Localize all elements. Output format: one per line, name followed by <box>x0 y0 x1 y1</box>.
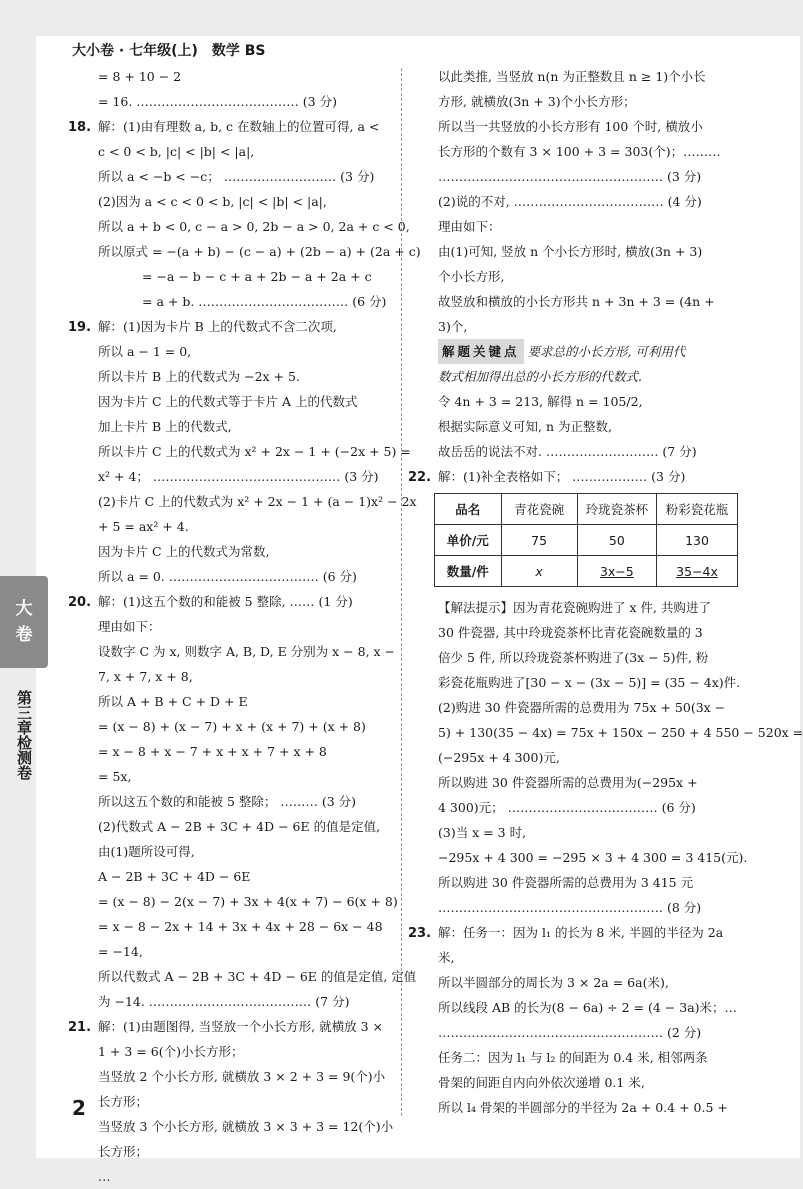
table-cell: 35−4x <box>657 556 738 587</box>
text-line <box>68 539 394 564</box>
line-text: 以此类推, 当竖放 n(n 为正整数且 n ≥ 1)个小长 <box>438 69 706 84</box>
line-text: 解：(1)由有理数 a, b, c 在数轴上的位置可得, a < <box>98 119 380 134</box>
text-line <box>408 920 738 945</box>
line-text: 理由如下： <box>98 619 161 634</box>
line-text: 所以 A + B + C + D + E <box>98 694 248 709</box>
text-line <box>68 739 394 764</box>
text-line <box>68 189 394 214</box>
text-line <box>68 664 394 689</box>
text-line <box>68 889 398 914</box>
text-line <box>68 564 394 589</box>
line-text: 方形, 就横放(3n + 3)个小长方形； <box>438 94 636 109</box>
line-text: 7, x + 7, x + 8, <box>98 669 193 684</box>
line-text: c < 0 < b, |c| < |b| < |a|, <box>98 144 255 159</box>
right-column <box>408 64 803 1120</box>
line-text: = x − 8 + x − 7 + x + x + 7 + x + 8 <box>98 744 327 759</box>
key-point-label: 解题关键点 <box>438 339 524 364</box>
line-text: 解：(1)这五个数的和能被 5 整除, …… (1 分) <box>98 594 353 609</box>
text-line <box>408 439 738 464</box>
text-line <box>68 139 394 164</box>
text-line <box>408 845 748 870</box>
text-line <box>68 289 394 314</box>
line-text: 故竖放和横放的小长方形共 n + 3n + 3 = (4n + <box>438 294 715 309</box>
table-cell: x <box>501 556 577 587</box>
key-point-text-1: 要求总的小长方形, 可利用代 <box>523 344 686 359</box>
line-text: 所以原式 = −(a + b) − (c − a) + (2b − a) + (2a + c) <box>98 244 421 259</box>
page-number: 2 <box>72 1096 86 1120</box>
text-line <box>408 139 738 164</box>
line-text: 所以这五个数的和能被 5 整除； ……… (3 分) <box>98 794 357 809</box>
key-point-text-2: 数式相加得出总的小长方形的代数式. <box>438 369 642 384</box>
line-text: + 5 = ax² + 4. <box>98 519 189 534</box>
text-line <box>408 64 738 89</box>
side-tab <box>0 576 48 668</box>
text-line <box>68 1164 394 1189</box>
line-text: 骨架的间距自内向外依次递增 0.1 米, <box>438 1075 645 1090</box>
line-text: (−295x + 4 300)元, <box>438 750 560 765</box>
text-line <box>408 695 738 720</box>
line-text: 为 −14. ………………………………… (7 分) <box>98 994 350 1009</box>
line-text: 所以卡片 C 上的代数式为 x² + 2x − 1 + (−2x + 5) = <box>98 444 411 459</box>
text-line <box>408 670 741 695</box>
text-line <box>408 1045 738 1070</box>
line-text: 根据实际意义可知, n 为正整数, <box>438 419 612 434</box>
text-line <box>68 114 394 139</box>
text-line <box>408 239 738 264</box>
table-row <box>435 556 738 587</box>
text-line <box>68 1139 394 1164</box>
text-line <box>408 720 803 745</box>
table-row <box>435 525 738 556</box>
line-text: ……………………………………………… (3 分) <box>438 169 702 184</box>
text-line <box>408 895 738 920</box>
line-text: 所以卡片 B 上的代数式为 −2x + 5. <box>98 369 300 384</box>
table-cell: 3x−5 <box>577 556 656 587</box>
text-line <box>408 820 738 845</box>
text-line <box>68 64 394 89</box>
text-line <box>68 264 394 289</box>
line-text: … <box>98 1169 111 1184</box>
line-text: 长方形的个数有 3 × 100 + 3 = 303(个)；……… <box>438 144 721 159</box>
text-line <box>408 264 738 289</box>
text-line <box>408 464 738 489</box>
line-text: (2)说的不对, ……………………………… (4 分) <box>438 194 702 209</box>
text-line <box>68 514 394 539</box>
line-text: 解：任务一：因为 l₁ 的长为 8 米, 半圆的半径为 2a <box>438 925 724 940</box>
table-header-cell: 玲珑瓷茶杯 <box>577 494 656 525</box>
text-line <box>68 239 421 264</box>
text-line <box>408 314 738 339</box>
text-line <box>68 489 417 514</box>
line-text: 所以购进 30 件瓷器所需的总费用为 3 415 元 <box>438 875 694 890</box>
chapter-label: 第三章检测卷 <box>15 690 33 780</box>
text-line <box>68 989 394 1014</box>
line-text: 所以 a + b < 0, c − a > 0, 2b − a > 0, 2a + c < 0, <box>98 219 410 234</box>
line-text: 所以当一共竖放的小长方形有 100 个时, 横放小 <box>438 119 703 134</box>
text-line <box>408 189 738 214</box>
q21-continued <box>408 64 738 339</box>
line-text: = (x − 8) − 2(x − 7) + 3x + 4(x + 7) − 6(x + 8) <box>98 894 398 909</box>
line-text: 长方形； <box>98 1094 149 1109</box>
text-line <box>408 214 738 239</box>
line-text: 加上卡片 B 上的代数式, <box>98 419 232 434</box>
question-number: 19. <box>68 320 92 335</box>
line-text: (2)卡片 C 上的代数式为 x² + 2x − 1 + (a − 1)x² − 2x <box>98 494 417 509</box>
table-row <box>435 494 738 525</box>
text-line <box>68 89 394 114</box>
line-text: A − 2B + 3C + 4D − 6E <box>98 869 251 884</box>
line-text: 所以半圆部分的周长为 3 × 2a = 6a(米), <box>438 975 669 990</box>
text-line <box>408 645 738 670</box>
line-text: 由(1)可知, 竖放 n 个小长方形时, 横放(3n + 3) <box>438 244 703 259</box>
side-tab-char-2: 卷 <box>15 625 33 645</box>
line-text: = (x − 8) + (x − 7) + x + (x + 7) + (x + 8) <box>98 719 366 734</box>
line-text: 所以线段 AB 的长为(8 − 6a) ÷ 2 = (4 − 3a)米；… <box>438 1000 738 1015</box>
text-line <box>68 814 394 839</box>
text-line <box>68 439 411 464</box>
q21-q22-lines <box>408 389 738 489</box>
text-line <box>68 639 394 664</box>
text-line <box>408 745 738 770</box>
line-text: 设数字 C 为 x, 则数字 A, B, D, E 分别为 x − 8, x − <box>98 644 396 659</box>
line-text: 所以 a − 1 = 0, <box>98 344 192 359</box>
text-line <box>68 214 410 239</box>
line-text: ……………………………………………… (8 分) <box>438 900 702 915</box>
line-text: 倍少 5 件, 所以玲珑瓷茶杯购进了(3x − 5)件, 粉 <box>438 650 709 665</box>
line-text: 米, <box>438 950 455 965</box>
text-line <box>68 964 417 989</box>
line-text: 任务二：因为 l₁ 与 l₂ 的间距为 0.4 米, 相邻两条 <box>438 1050 708 1065</box>
line-text: (2)代数式 A − 2B + 3C + 4D − 6E 的值是定值, <box>98 819 381 834</box>
line-text: = a + b. ……………………………… (6 分) <box>142 294 387 309</box>
line-text: 因为卡片 C 上的代数式为常数, <box>98 544 270 559</box>
text-line <box>68 789 394 814</box>
text-line <box>408 995 738 1020</box>
goods-table <box>434 493 738 587</box>
line-text: = x − 8 − 2x + 14 + 3x + 4x + 28 − 6x − 48 <box>98 919 383 934</box>
table-cell: 130 <box>657 525 738 556</box>
line-text: 所以购进 30 件瓷器所需的总费用为(−295x + <box>438 775 698 790</box>
text-line <box>68 364 394 389</box>
table-header-cell: 品名 <box>435 494 502 525</box>
text-line <box>68 389 394 414</box>
text-line <box>408 289 738 314</box>
text-line <box>408 595 738 620</box>
line-text: 当竖放 2 个小长方形, 就横放 3 × 2 + 3 = 9(个)小 <box>98 1069 386 1084</box>
text-line <box>408 870 738 895</box>
line-text: 彩瓷花瓶购进了[30 − x − (3x − 5)] = (35 − 4x)件. <box>438 675 741 690</box>
table-header-cell: 粉彩瓷花瓶 <box>657 494 738 525</box>
text-line <box>68 1064 394 1089</box>
text-line <box>68 464 394 489</box>
text-line <box>408 114 738 139</box>
line-text: = −a − b − c + a + 2b − a + 2a + c <box>142 269 372 284</box>
line-text: 故岳岳的说法不对. ……………………… (7 分) <box>438 444 697 459</box>
text-line <box>68 339 394 364</box>
line-text: 30 件瓷器, 其中玲珑瓷茶杯比青花瓷碗数量的 3 <box>438 625 703 640</box>
line-text: = 5x, <box>98 769 132 784</box>
text-line <box>408 1095 738 1120</box>
table-cell: 单价/元 <box>435 525 502 556</box>
text-line <box>68 1039 394 1064</box>
text-line <box>408 945 738 970</box>
line-text: 所以代数式 A − 2B + 3C + 4D − 6E 的值是定值, 定值 <box>98 969 417 984</box>
line-text: 4 300)元； ……………………………… (6 分) <box>438 800 696 815</box>
line-text: 由(1)题所设可得, <box>98 844 195 859</box>
text-line <box>68 689 394 714</box>
table-cell: 50 <box>577 525 656 556</box>
line-text: 个小长方形, <box>438 269 505 284</box>
line-text: 解：(1)因为卡片 B 上的代数式不含二次项, <box>98 319 337 334</box>
text-line <box>68 1014 394 1039</box>
question-number: 20. <box>68 595 92 610</box>
line-text: 长方形； <box>98 1144 149 1159</box>
text-line <box>408 89 738 114</box>
text-line <box>68 1089 394 1114</box>
line-text: 所以 a = 0. ……………………………… (6 分) <box>98 569 357 584</box>
text-line <box>68 414 394 439</box>
line-text: (3)当 x = 3 时, <box>438 825 527 840</box>
q22-q23-lines <box>408 595 803 1120</box>
line-text: x² + 4； ……………………………………… (3 分) <box>98 469 379 484</box>
text-line <box>408 1020 738 1045</box>
line-text: 令 4n + 3 = 213, 解得 n = 105/2, <box>438 394 643 409</box>
line-text: 因为卡片 C 上的代数式等于卡片 A 上的代数式 <box>98 394 358 409</box>
text-line <box>408 770 738 795</box>
line-text: 理由如下： <box>438 219 501 234</box>
table-cell: 数量/件 <box>435 556 502 587</box>
text-line <box>68 764 394 789</box>
line-text: 1 + 3 = 6(个)小长方形； <box>98 1044 244 1059</box>
text-line <box>68 714 394 739</box>
text-line <box>408 389 738 414</box>
text-line <box>68 864 394 889</box>
side-tab-char-1: 大 <box>15 599 33 619</box>
left-column <box>68 64 421 1189</box>
line-text: 解：(1)由题图得, 当竖放一个小长方形, 就横放 3 × <box>98 1019 383 1034</box>
text-line <box>408 970 738 995</box>
text-line <box>68 914 394 939</box>
question-number: 21. <box>68 1020 92 1035</box>
line-text: −295x + 4 300 = −295 × 3 + 4 300 = 3 415(元). <box>438 850 748 865</box>
line-text: 解：(1)补全表格如下； ……………… (3 分) <box>438 469 686 484</box>
text-line <box>408 795 738 820</box>
line-text: 所以 l₄ 骨架的半圆部分的半径为 2a + 0.4 + 0.5 + <box>438 1100 728 1115</box>
running-header: 大小卷 · 七年级(上) 数学 BS <box>72 43 266 59</box>
text-line <box>68 939 394 964</box>
text-line <box>408 414 738 439</box>
line-text: (2)因为 a < c < 0 < b, |c| < |b| < |a|, <box>98 194 327 209</box>
question-number: 18. <box>68 120 92 135</box>
line-text: = −14, <box>98 944 143 959</box>
line-text: = 16. ………………………………… (3 分) <box>98 94 337 109</box>
question-number: 22. <box>408 470 432 485</box>
table-cell: 75 <box>501 525 577 556</box>
text-line <box>68 589 394 614</box>
line-text: 当竖放 3 个小长方形, 就横放 3 × 3 + 3 = 12(个)小 <box>98 1119 394 1134</box>
line-text: 【解法提示】因为青花瓷碗购进了 x 件, 共购进了 <box>438 600 711 615</box>
text-line <box>68 1114 394 1139</box>
table-header-cell: 青花瓷碗 <box>501 494 577 525</box>
key-point-tip <box>408 339 738 364</box>
line-text: (2)购进 30 件瓷器所需的总费用为 75x + 50(3x − <box>438 700 726 715</box>
line-text: 所以 a < −b < −c； ……………………… (3 分) <box>98 169 375 184</box>
text-line <box>68 314 394 339</box>
text-line <box>68 164 394 189</box>
text-line <box>408 1070 738 1095</box>
text-line <box>68 839 394 864</box>
line-text: 3)个, <box>438 319 468 334</box>
line-text: ……………………………………………… (2 分) <box>438 1025 702 1040</box>
line-text: = 8 + 10 − 2 <box>98 69 182 84</box>
text-line <box>408 164 738 189</box>
question-number: 23. <box>408 926 432 941</box>
text-line <box>68 614 394 639</box>
text-line <box>408 620 738 645</box>
line-text: 5) + 130(35 − 4x) = 75x + 150x − 250 + 4 550 − 520x = <box>438 725 803 740</box>
